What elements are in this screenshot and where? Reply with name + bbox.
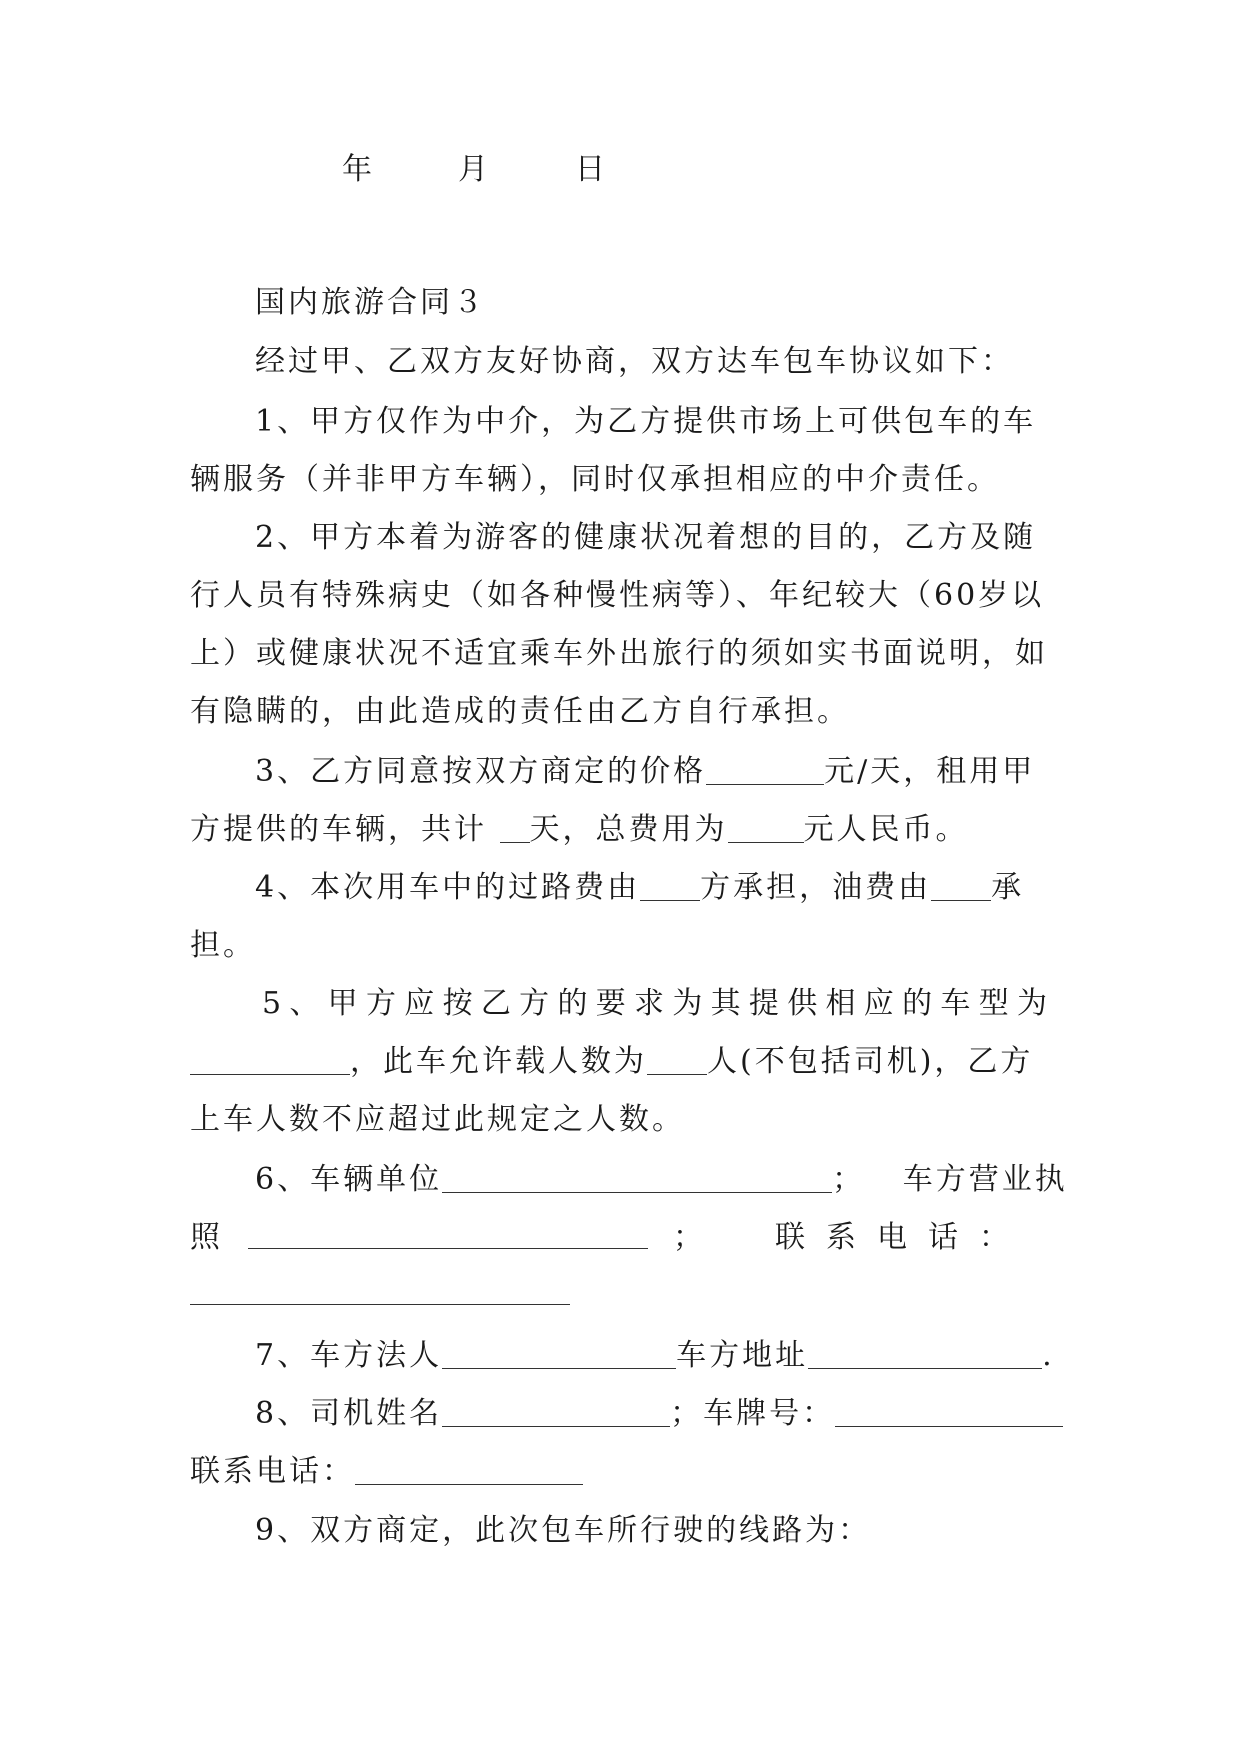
clause-5-text-c: 人(不包括司机)，乙方	[707, 1044, 1034, 1079]
clause-3-text-e: 元人民币。	[803, 812, 969, 847]
clause-8-text-b: ；车牌号：	[670, 1396, 836, 1431]
clause-6-text-e: ；	[673, 1220, 706, 1255]
year-label: 年	[342, 152, 375, 187]
plate-number-blank[interactable]	[835, 1396, 1063, 1427]
clause-7-text-c: .	[1042, 1338, 1055, 1373]
clause-3-line-1	[255, 752, 1035, 792]
price-blank[interactable]	[706, 754, 824, 785]
driver-name-blank[interactable]	[442, 1396, 670, 1427]
clause-3-text-c: 方提供的车辆，共计	[190, 812, 487, 847]
contact-phone-blank-1[interactable]	[190, 1274, 570, 1305]
clause-3-line-2	[190, 810, 969, 850]
clause-6-text-d: 照	[190, 1220, 223, 1255]
contract-title: 国内旅游合同３	[255, 285, 486, 320]
clause-6-line-1	[255, 1160, 1068, 1200]
clause-2-line-3: 上）或健康状况不适宜乘车外出旅行的须如实书面说明，如	[190, 636, 1048, 671]
day-label: 日	[575, 152, 608, 187]
clause-3-text-a: 3、乙方同意按双方商定的价格	[255, 754, 707, 789]
clause-6-text-a: 6、车辆单位	[255, 1162, 443, 1197]
month-label: 月	[458, 152, 491, 187]
clause-6-line-3	[190, 1272, 570, 1312]
clause-9-line: 9、双方商定，此次包车所行驶的线路为：	[255, 1513, 872, 1548]
clause-8-line-2	[190, 1452, 583, 1492]
clause-7-text-a: 7、车方法人	[255, 1338, 443, 1373]
clause-8-line-1	[255, 1394, 1063, 1434]
clause-1-line-2: 辆服务（并非甲方车辆），同时仅承担相应的中介责任。	[190, 462, 1000, 497]
clause-4-text-a: 4、本次用车中的过路费由	[255, 870, 641, 905]
clause-4-text-b: 方承担，油费由	[700, 870, 932, 905]
clause-6-line-2	[190, 1218, 1052, 1258]
clause-4-text-c: 承	[991, 870, 1025, 905]
vehicle-model-blank[interactable]	[190, 1044, 350, 1075]
vehicle-unit-blank[interactable]	[442, 1162, 832, 1193]
clause-4-line-2: 担。	[190, 928, 256, 963]
clause-2-line-1: 2、甲方本着为游客的健康状况着想的目的，乙方及随	[255, 520, 1037, 555]
clause-6-text-c: 车方营业执	[902, 1162, 1068, 1197]
toll-party-blank[interactable]	[640, 870, 700, 901]
clause-3-text-b: 元/天，租用甲	[824, 754, 1036, 789]
passenger-limit-blank[interactable]	[647, 1044, 707, 1075]
clause-2-line-2: 行人员有特殊病史（如各种慢性病等）、年纪较大（60岁以	[190, 578, 1045, 613]
clause-5-line-3: 上车人数不应超过此规定之人数。	[190, 1102, 685, 1137]
intro-paragraph: 经过甲、乙双方友好协商，双方达车包车协议如下：	[255, 344, 1014, 379]
clause-5-line-1: 5、甲方应按乙方的要求为其提供相应的车型为	[262, 986, 1047, 1021]
clause-5-line-2	[190, 1042, 1033, 1082]
business-license-blank[interactable]	[248, 1218, 648, 1249]
fuel-party-blank[interactable]	[931, 870, 991, 901]
clause-7-text-b: 车方地址	[676, 1338, 809, 1373]
contact-phone-blank-2[interactable]	[355, 1454, 583, 1485]
clause-8-text-c: 联系电话：	[190, 1454, 355, 1489]
total-fee-blank[interactable]	[728, 812, 804, 843]
clause-3-text-d: 天，总费用为	[529, 812, 728, 847]
clause-6-text-f: 联系电话：	[775, 1220, 1030, 1255]
clause-4-line-1	[255, 868, 1024, 908]
days-blank[interactable]	[500, 812, 530, 843]
clause-5-text-b: ，此车允许载人数为	[350, 1044, 647, 1079]
clause-7-line	[255, 1336, 1055, 1376]
clause-8-text-a: 8、司机姓名	[255, 1396, 443, 1431]
vehicle-address-blank[interactable]	[808, 1338, 1042, 1369]
clause-6-text-b: ；	[832, 1162, 866, 1197]
clause-1-line-1: 1、甲方仅作为中介，为乙方提供市场上可供包车的车	[255, 404, 1037, 439]
clause-2-line-4: 有隐瞒的，由此造成的责任由乙方自行承担。	[190, 694, 850, 729]
legal-person-blank[interactable]	[442, 1338, 676, 1369]
